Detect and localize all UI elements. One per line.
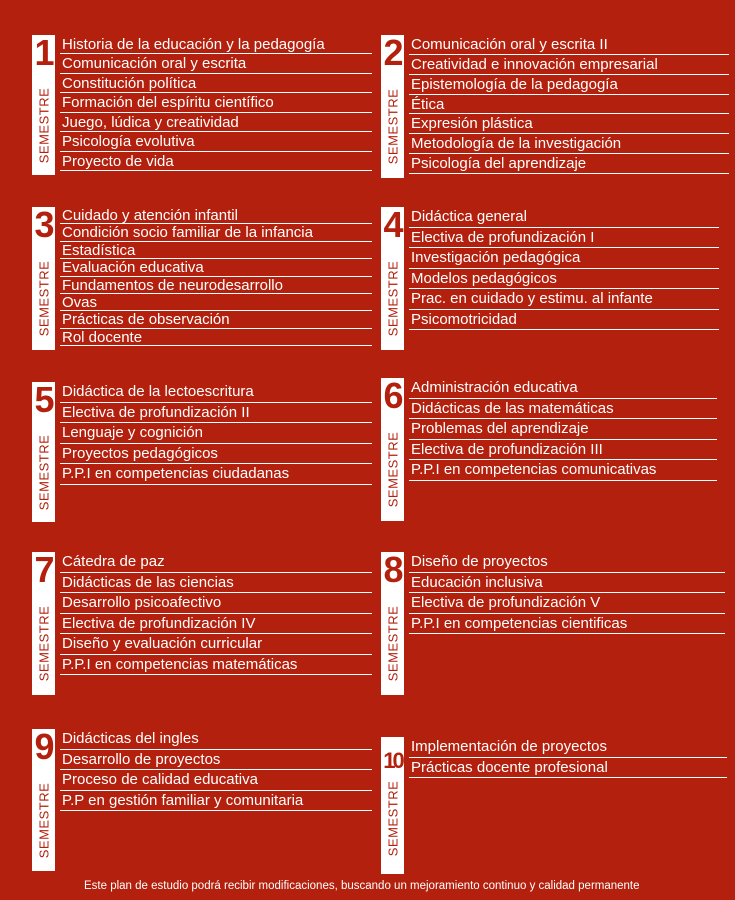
course-item: Didácticas del ingles	[60, 729, 372, 750]
course-item: Didácticas de las matemáticas	[409, 399, 717, 420]
semester-vertical-label: SEMESTRE	[385, 260, 401, 337]
course-item: Psicomotricidad	[409, 310, 719, 331]
semester-vertical-label: SEMESTRE	[36, 434, 52, 510]
course-item: Modelos pedagógicos	[409, 269, 719, 290]
course-item: Electiva de profundización III	[409, 440, 717, 461]
course-item: Implementación de proyectos	[409, 737, 727, 758]
semester-badge	[381, 375, 404, 521]
course-item: Proyectos pedagógicos	[60, 444, 372, 465]
course-item: Investigación pedagógica	[409, 248, 719, 269]
course-list	[409, 552, 725, 634]
course-item: Prac. en cuidado y estimu. al infante	[409, 289, 719, 310]
course-list	[60, 35, 372, 171]
course-item: Epistemología de la pedagogía	[409, 75, 729, 95]
course-item: Cuidado y atención infantil	[60, 207, 372, 224]
semester-block-4	[381, 204, 701, 350]
semester-block-10	[381, 737, 701, 874]
course-item: Historia de la educación y la pedagogía	[60, 35, 372, 54]
semester-badge	[381, 32, 404, 178]
semester-block-6	[381, 375, 701, 521]
course-item: Prácticas de observación	[60, 311, 372, 328]
course-item: P.P en gestión familiar y comunitaria	[60, 791, 372, 812]
course-item: Diseño de proyectos	[409, 552, 725, 573]
course-item: Psicología evolutiva	[60, 132, 372, 151]
semester-number: 4	[383, 204, 402, 245]
semester-badge	[32, 726, 55, 871]
course-item: Estadística	[60, 242, 372, 259]
semester-number: 8	[383, 549, 402, 590]
course-item: Diseño y evaluación curricular	[60, 634, 372, 655]
semester-number: 9	[34, 726, 53, 767]
course-item: Constitución política	[60, 74, 372, 93]
semester-number: 3	[34, 204, 53, 245]
semester-number: 6	[383, 375, 402, 416]
semester-vertical-label: SEMESTRE	[36, 87, 52, 163]
semester-block-3	[32, 204, 352, 350]
semester-badge	[381, 549, 404, 695]
course-item: Fundamentos de neurodesarrollo	[60, 277, 372, 294]
course-item: Administración educativa	[409, 378, 717, 399]
semester-block-5	[32, 379, 352, 522]
course-item: Expresión plástica	[409, 114, 729, 134]
semester-vertical-label: SEMESTRE	[385, 605, 401, 682]
semester-number: 5	[34, 379, 53, 420]
course-item: Prácticas docente profesional	[409, 758, 727, 779]
course-item: Electiva de profundización I	[409, 228, 719, 249]
course-item: Desarrollo psicoafectivo	[60, 593, 372, 614]
course-item: Educación inclusiva	[409, 573, 725, 594]
course-item: Cátedra de paz	[60, 552, 372, 573]
course-item: Didáctica general	[409, 207, 719, 228]
course-item: Proyecto de vida	[60, 152, 372, 171]
course-item: P.P.I en competencias matemáticas	[60, 655, 372, 676]
course-item: Didácticas de las ciencias	[60, 573, 372, 594]
semester-badge	[32, 32, 55, 175]
semester-vertical-label: SEMESTRE	[385, 431, 401, 508]
course-item: P.P.I en competencias comunicativas	[409, 460, 717, 481]
semester-badge	[381, 737, 404, 874]
course-item: Psicología del aprendizaje	[409, 154, 729, 174]
course-list	[60, 207, 372, 346]
course-item: P.P.I en competencias cientificas	[409, 614, 725, 635]
course-list	[409, 35, 729, 174]
course-item: Formación del espíritu científico	[60, 93, 372, 112]
semester-vertical-label: SEMESTRE	[36, 782, 52, 858]
course-item: P.P.I en competencias ciudadanas	[60, 464, 372, 485]
course-list	[60, 552, 372, 675]
course-item: Rol docente	[60, 329, 372, 346]
semester-badge	[32, 549, 55, 695]
semester-number: 7	[34, 549, 53, 590]
semester-badge	[32, 204, 55, 350]
course-item: Proceso de calidad educativa	[60, 770, 372, 791]
course-item: Electiva de profundización II	[60, 403, 372, 424]
footer-note: Este plan de estudio podrá recibir modificaciones, buscando un mejoramiento continuo y calidad permanente	[84, 880, 640, 892]
course-item: Didáctica de la lectoescritura	[60, 382, 372, 403]
course-item: Juego, lúdica y creatividad	[60, 113, 372, 132]
course-item: Electiva de profundización V	[409, 593, 725, 614]
semester-vertical-label: SEMESTRE	[385, 780, 401, 857]
semester-block-2	[381, 32, 701, 178]
semester-number: 2	[383, 32, 402, 73]
semester-number: 10	[383, 748, 402, 773]
course-item: Desarrollo de proyectos	[60, 750, 372, 771]
semester-block-8	[381, 549, 701, 695]
semester-block-1	[32, 32, 352, 175]
course-item: Electiva de profundización IV	[60, 614, 372, 635]
course-list	[409, 378, 717, 481]
course-list	[409, 737, 727, 778]
course-item: Condición socio familiar de la infancia	[60, 224, 372, 241]
semester-block-7	[32, 549, 352, 695]
course-item: Comunicación oral y escrita II	[409, 35, 729, 55]
semester-vertical-label: SEMESTRE	[36, 260, 52, 337]
course-item: Lenguaje y cognición	[60, 423, 372, 444]
course-list	[409, 207, 719, 330]
semester-block-9	[32, 726, 352, 871]
course-item: Creatividad e innovación empresarial	[409, 55, 729, 75]
semester-vertical-label: SEMESTRE	[36, 605, 52, 682]
course-item: Comunicación oral y escrita	[60, 54, 372, 73]
course-item: Evaluación educativa	[60, 259, 372, 276]
semester-number: 1	[34, 32, 53, 73]
course-item: Ovas	[60, 294, 372, 311]
course-item: Ética	[409, 95, 729, 115]
course-item: Metodología de la investigación	[409, 134, 729, 154]
semester-badge	[381, 204, 404, 350]
semester-badge	[32, 379, 55, 522]
semester-vertical-label: SEMESTRE	[385, 88, 401, 165]
course-list	[60, 729, 372, 811]
course-item: Problemas del aprendizaje	[409, 419, 717, 440]
course-list	[60, 382, 372, 485]
